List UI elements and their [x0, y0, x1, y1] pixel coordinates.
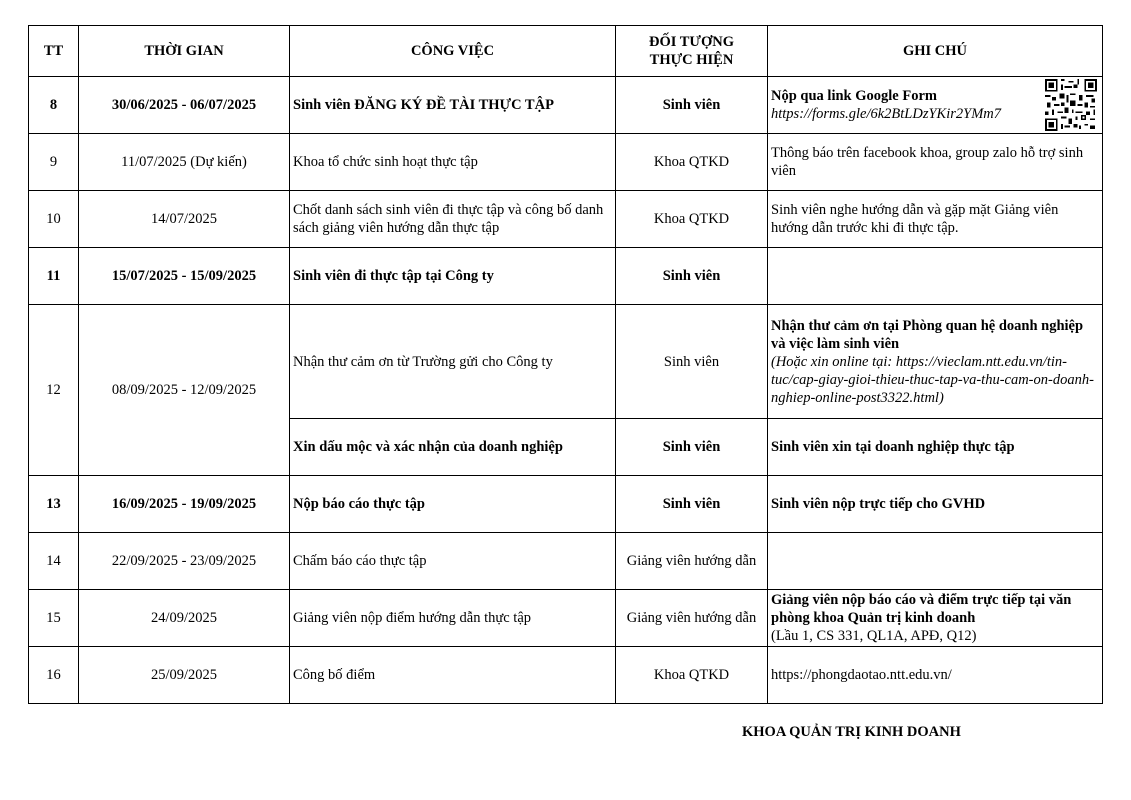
header-work: CÔNG VIỆC — [290, 26, 616, 77]
cell-time: 24/09/2025 — [79, 590, 290, 647]
cell-work: Xin dấu mộc và xác nhận của doanh nghiệp — [290, 419, 616, 476]
cell-time: 30/06/2025 - 06/07/2025 — [79, 77, 290, 134]
cell-time: 22/09/2025 - 23/09/2025 — [79, 533, 290, 590]
cell-time: 14/07/2025 — [79, 191, 290, 248]
cell-who: Giảng viên hướng dẫn — [616, 533, 768, 590]
cell-who: Khoa QTKD — [616, 191, 768, 248]
cell-who: Khoa QTKD — [616, 647, 768, 704]
header-tt: TT — [29, 26, 79, 77]
header-who-line2: THỰC HIỆN — [649, 52, 734, 68]
table-row — [29, 305, 1103, 419]
cell-work: Chấm báo cáo thực tập — [290, 533, 616, 590]
note-title: Nộp qua link Google Form — [771, 88, 937, 104]
faculty-signature: KHOA QUẢN TRỊ KINH DOANH — [742, 724, 961, 740]
cell-who: Sinh viên — [616, 77, 768, 134]
header-row — [29, 26, 1103, 77]
cell-time: 11/07/2025 (Dự kiến) — [79, 134, 290, 191]
table-row — [29, 533, 1103, 590]
cell-note — [768, 77, 1103, 134]
note-detail: (Lầu 1, CS 331, QL1A, APĐ, Q12) — [771, 628, 977, 644]
table-row — [29, 191, 1103, 248]
cell-tt: 10 — [29, 191, 79, 248]
table-row — [29, 476, 1103, 533]
cell-who: Sinh viên — [616, 248, 768, 305]
phongdaotao-link[interactable]: https://phongdaotao.ntt.edu.vn/ — [768, 647, 1103, 704]
table-row — [29, 77, 1103, 134]
note-title: Giảng viên nộp báo cáo và điểm trực tiếp tại văn phòng khoa Quản trị kinh doanh — [771, 592, 1072, 626]
cell-work: Chốt danh sách sinh viên đi thực tập và công bố danh sách giảng viên hướng dẫn thực tập — [290, 191, 616, 248]
cell-who: Khoa QTKD — [616, 134, 768, 191]
cell-work: Công bố điểm — [290, 647, 616, 704]
cell-note: Thông báo trên facebook khoa, group zalo hỗ trợ sinh viên — [768, 134, 1103, 191]
cell-note — [768, 533, 1103, 590]
note-title: Nhận thư cảm ơn tại Phòng quan hệ doanh nghiệp và việc làm sinh viên — [771, 317, 1084, 352]
cell-work: Khoa tổ chức sinh hoạt thực tập — [290, 134, 616, 191]
cell-who: Sinh viên — [616, 419, 768, 476]
cell-note — [768, 590, 1103, 647]
cell-note — [768, 305, 1103, 419]
header-time: THỜI GIAN — [79, 26, 290, 77]
cell-time: 25/09/2025 — [79, 647, 290, 704]
table-row — [29, 248, 1103, 305]
table-row — [29, 590, 1103, 647]
header-who-line1: ĐỐI TƯỢNG — [649, 34, 734, 50]
cell-who: Sinh viên — [616, 305, 768, 419]
cell-tt: 15 — [29, 590, 79, 647]
cell-time: 08/09/2025 - 12/09/2025 — [79, 305, 290, 476]
cell-tt: 14 — [29, 533, 79, 590]
cell-tt: 16 — [29, 647, 79, 704]
cell-note: Sinh viên nghe hướng dẫn và gặp mặt Giảng viên hướng dẫn trước khi đi thực tập. — [768, 191, 1103, 248]
cell-tt: 13 — [29, 476, 79, 533]
cell-work: Sinh viên đi thực tập tại Công ty — [290, 248, 616, 305]
cell-work: Nộp báo cáo thực tập — [290, 476, 616, 533]
cell-note: Sinh viên nộp trực tiếp cho GVHD — [768, 476, 1103, 533]
cell-who: Sinh viên — [616, 476, 768, 533]
cell-tt: 8 — [29, 77, 79, 134]
table-row — [29, 134, 1103, 191]
cell-tt: 11 — [29, 248, 79, 305]
cell-tt: 9 — [29, 134, 79, 191]
header-note: GHI CHÚ — [768, 26, 1103, 77]
cell-time: 15/07/2025 - 15/09/2025 — [79, 248, 290, 305]
cell-tt: 12 — [29, 305, 79, 476]
cell-time: 16/09/2025 - 19/09/2025 — [79, 476, 290, 533]
header-who — [616, 26, 768, 77]
qr-code-icon — [1042, 79, 1100, 131]
schedule-table — [28, 25, 1103, 704]
table-row — [29, 647, 1103, 704]
cell-note: Sinh viên xin tại doanh nghiệp thực tập — [768, 419, 1103, 476]
cell-who: Giảng viên hướng dẫn — [616, 590, 768, 647]
cell-work: Nhận thư cảm ơn từ Trường gửi cho Công ty — [290, 305, 616, 419]
google-form-link[interactable]: https://forms.gle/6k2BtLDzYKir2YMm7 — [771, 106, 1002, 122]
cell-note — [768, 248, 1103, 305]
cell-work: Sinh viên ĐĂNG KÝ ĐỀ TÀI THỰC TẬP — [290, 77, 616, 134]
cell-work: Giảng viên nộp điểm hướng dẫn thực tập — [290, 590, 616, 647]
vieclam-link[interactable]: (Hoặc xin online tại: https://vieclam.ntt.edu.vn/tin-tuc/cap-giay-gioi-thieu-thuc-tap-va-thu-cam-on-doanh-nghiep-online-post3322.html) — [771, 353, 1094, 406]
